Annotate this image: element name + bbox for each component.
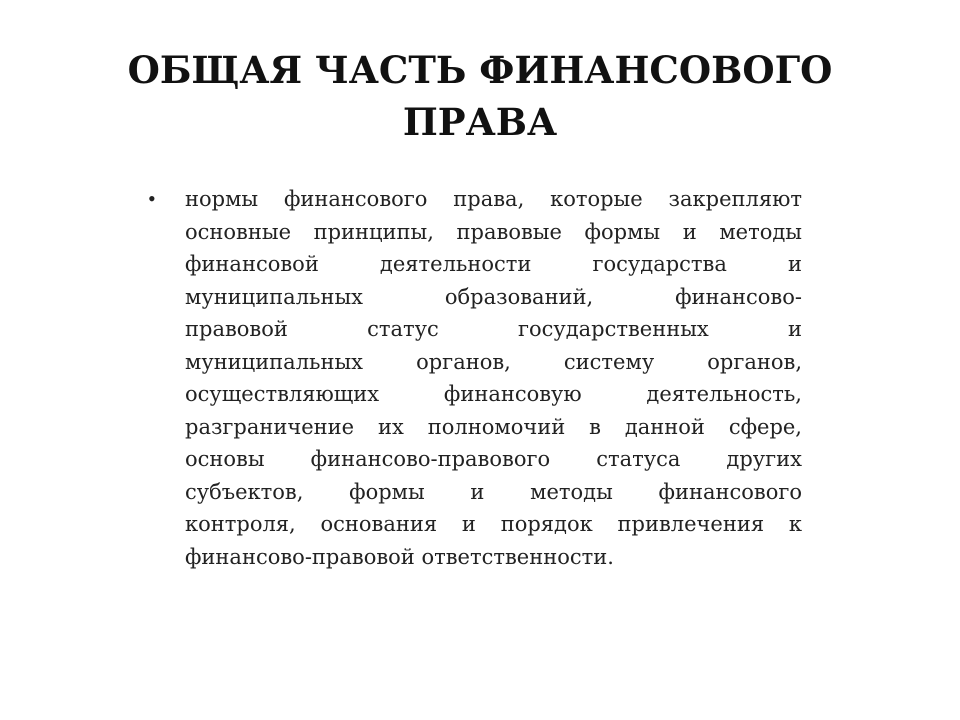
bullet-text-line: основные принципы, правовые формы и методы xyxy=(185,219,802,244)
bullet-text xyxy=(185,183,802,573)
bullet-text-line: нормы финансового права, которые закрепляют xyxy=(185,187,802,211)
bullet-text-line: финансово-правовой ответственности. xyxy=(185,544,614,569)
bullet-text-line: осуществляющих финансовую деятельность, xyxy=(185,382,802,406)
bullet-text-line: основы финансово-правового статуса других xyxy=(185,447,802,471)
bullet-text-line: разграничение их полномочий в данной сфере, xyxy=(185,414,802,439)
slide-title xyxy=(90,44,870,148)
bullet-list xyxy=(148,183,802,573)
slide-title-line: ПРАВА xyxy=(402,100,558,144)
bullet-text-line: муниципальных образований, финансово- xyxy=(185,284,802,309)
bullet-text-line: правовой статус государственных и xyxy=(185,317,802,341)
bullet-item xyxy=(148,183,802,573)
slide-title-line: ОБЩАЯ ЧАСТЬ ФИНАНСОВОГО xyxy=(127,48,833,92)
bullet-text-line: контроля, основания и порядок привлечения к xyxy=(185,512,802,536)
bullet-text-line: финансовой деятельности государства и xyxy=(185,252,802,276)
bullet-dot-icon: • xyxy=(148,186,156,211)
bullet-text-line: субъектов, формы и методы финансового xyxy=(185,479,802,504)
bullet-text-line: муниципальных органов, систему органов, xyxy=(185,349,802,374)
